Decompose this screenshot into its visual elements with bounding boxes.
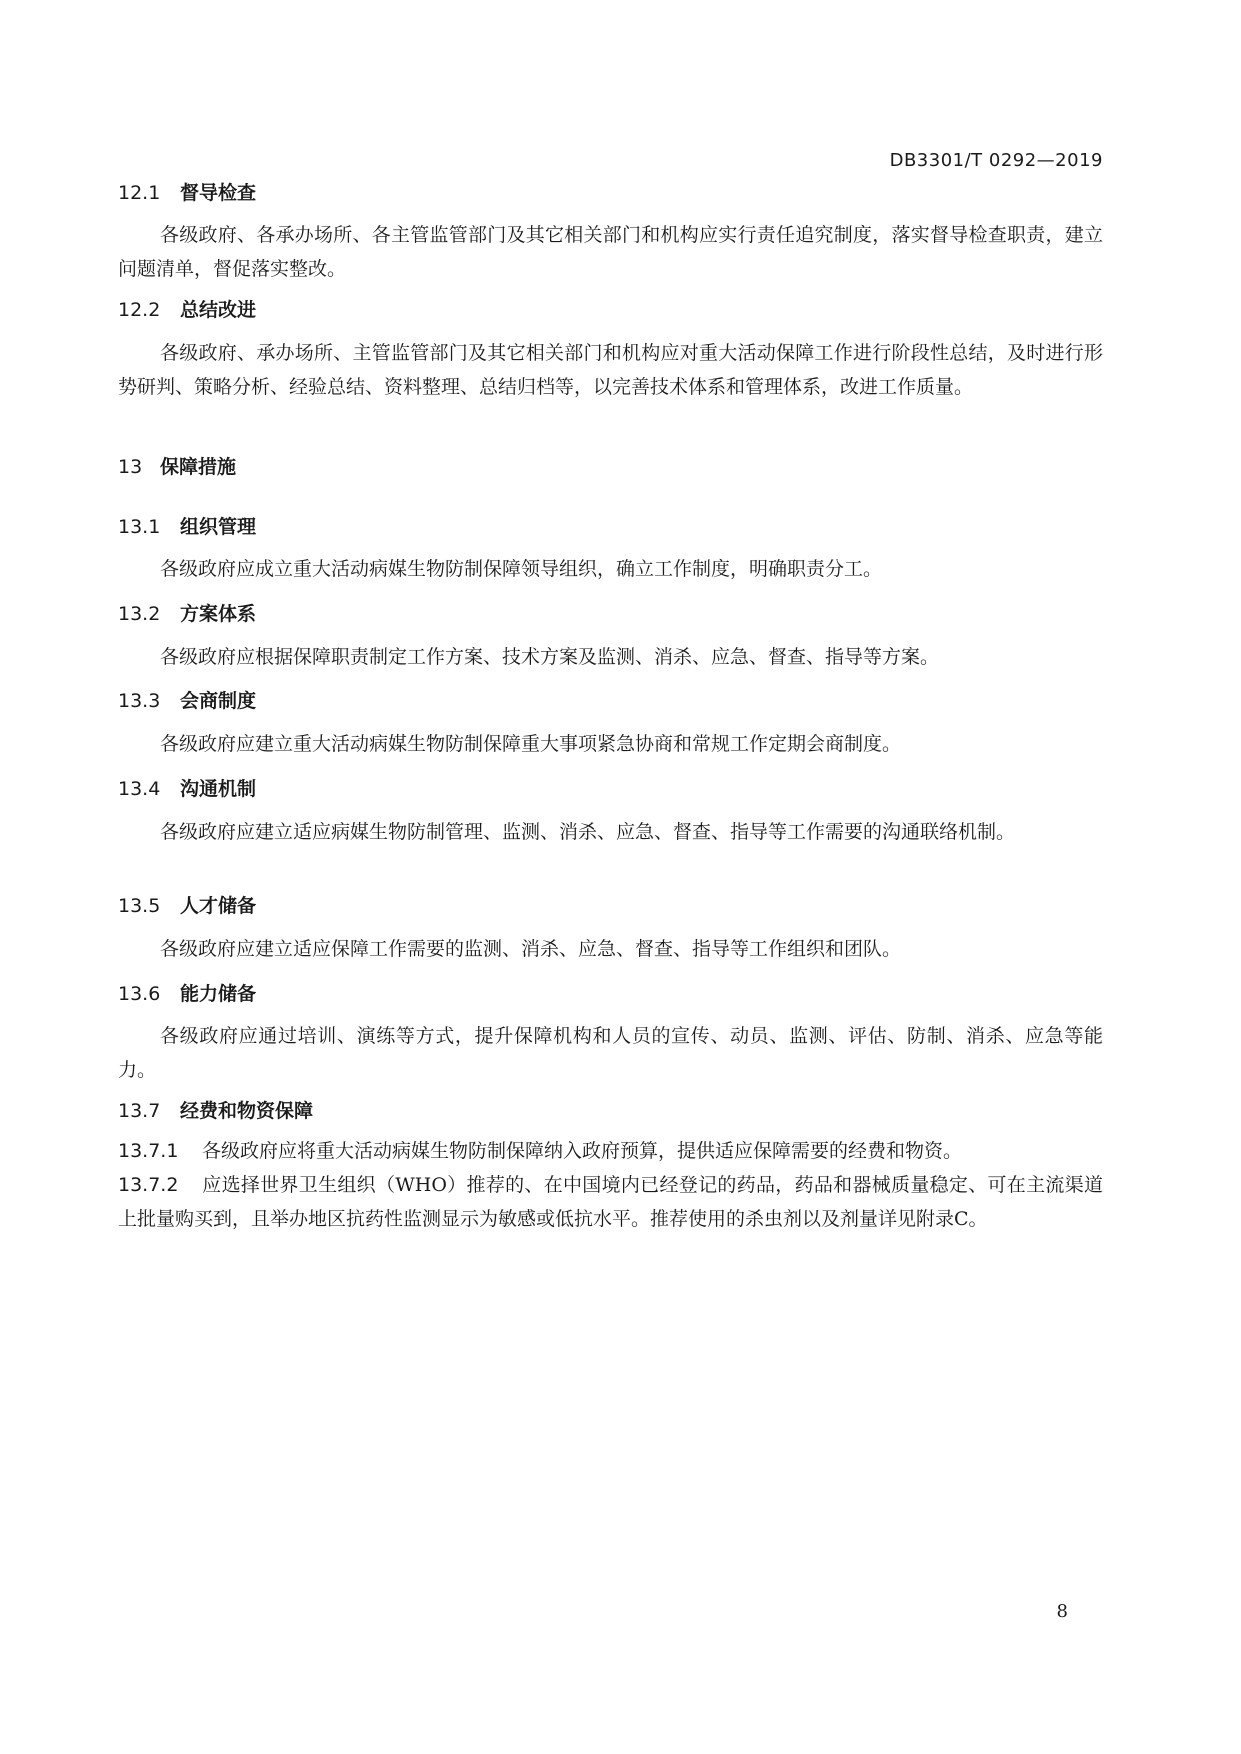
heading-13-6: [118, 979, 256, 1009]
section-number: 13: [118, 456, 143, 478]
section-title: 总结改进: [180, 299, 257, 321]
section-title: 能力储备: [180, 983, 257, 1005]
paragraph-13-7-1: [118, 1134, 1103, 1168]
paragraph-13-6: 各级政府应通过培训、演练等方式，提升保障机构和人员的宣传、动员、监测、评估、防制、消杀、应急等能力。: [118, 1025, 1103, 1081]
heading-13-3: [118, 686, 256, 716]
paragraph-text: 应选择世界卫生组织（WHO）推荐的、在中国境内已经登记的药品，药品和器械质量稳定、可在主流渠道上批量购买到，且举办地区抗药性监测显示为敏感或低抗水平。推荐使用的杀虫剂以及剂量详见附录C。: [118, 1174, 1103, 1230]
page-number: 8: [1056, 1601, 1068, 1622]
heading-13-2: [118, 599, 256, 629]
paragraph-13-5: 各级政府应建立适应保障工作需要的监测、消杀、应急、督查、指导等工作组织和团队。: [160, 938, 902, 960]
section-number: 13.2: [118, 603, 161, 625]
heading-12-1: [118, 178, 256, 208]
section-number: 13.1: [118, 516, 161, 538]
heading-13-1: [118, 512, 256, 542]
heading-13: [118, 452, 236, 482]
section-title: 督导检查: [180, 182, 257, 204]
section-title: 经费和物资保障: [180, 1100, 314, 1122]
section-number: 13.7.2: [118, 1174, 179, 1196]
section-number: 12.1: [118, 182, 161, 204]
section-title: 沟通机制: [180, 778, 257, 800]
section-title: 组织管理: [180, 516, 257, 538]
paragraph-13-7-2: [118, 1168, 1103, 1236]
heading-12-2: [118, 295, 256, 325]
document-code: DB3301/T 0292—2019: [889, 150, 1103, 171]
heading-13-5: [118, 891, 256, 921]
section-number: 13.5: [118, 895, 161, 917]
heading-13-4: [118, 774, 256, 804]
section-number: 12.2: [118, 299, 161, 321]
paragraph-13-2: 各级政府应根据保障职责制定工作方案、技术方案及监测、消杀、应急、督查、指导等方案。: [160, 646, 940, 668]
paragraph-12-2: 各级政府、承办场所、主管监管部门及其它相关部门和机构应对重大活动保障工作进行阶段性总结，及时进行形势研判、策略分析、经验总结、资料整理、总结归档等，以完善技术体系和管理体系，改进工作质量。: [118, 342, 1103, 398]
paragraph-13-4: 各级政府应建立适应病媒生物防制管理、监测、消杀、应急、督查、指导等工作需要的沟通联络机制。: [160, 821, 1016, 843]
paragraph-text: 各级政府应将重大活动病媒生物防制保障纳入政府预算，提供适应保障需要的经费和物资。: [202, 1140, 963, 1162]
section-number: 13.7.1: [118, 1140, 179, 1162]
paragraph-12-1: 各级政府、各承办场所、各主管监管部门及其它相关部门和机构应实行责任追究制度，落实督导检查职责，建立问题清单，督促落实整改。: [118, 224, 1103, 280]
paragraph-13-1: 各级政府应成立重大活动病媒生物防制保障领导组织，确立工作制度，明确职责分工。: [160, 558, 883, 580]
section-number: 13.7: [118, 1100, 161, 1122]
section-title: 会商制度: [180, 690, 257, 712]
section-title: 保障措施: [160, 456, 237, 478]
section-title: 方案体系: [180, 603, 257, 625]
section-number: 13.4: [118, 778, 161, 800]
section-title: 人才储备: [180, 895, 257, 917]
paragraph-13-3: 各级政府应建立重大活动病媒生物防制保障重大事项紧急协商和常规工作定期会商制度。: [160, 733, 902, 755]
heading-13-7: [118, 1096, 313, 1126]
section-number: 13.6: [118, 983, 161, 1005]
section-number: 13.3: [118, 690, 161, 712]
